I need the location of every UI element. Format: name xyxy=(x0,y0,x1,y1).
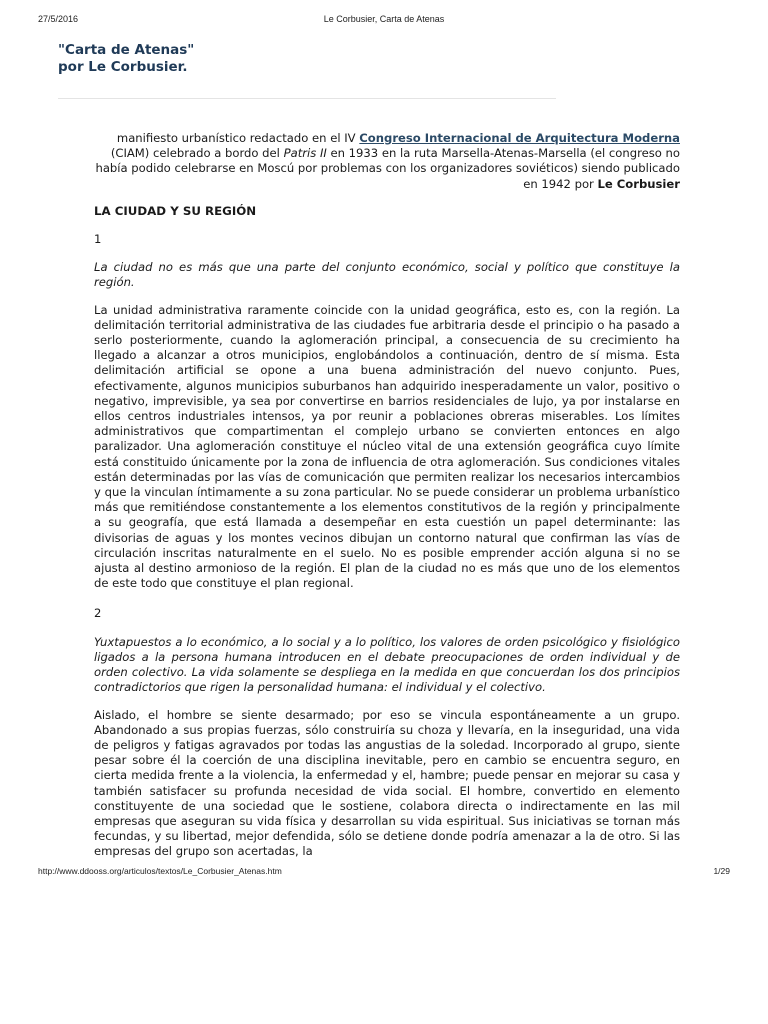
intro-text: manifiesto urbanístico redactado en el IV xyxy=(116,131,360,145)
point-paragraph: La unidad administrativa raramente coincide con la unidad geográfica, esto es, con la región. La delimitación territorial administrativa de las ciudades fue arbitraria desde el principio o ha pasado a serlo posteriormente, cuando la aglomeración principal, a consecuencia de su crecimiento ha llegado a alcanzar a otros municipios, englobándolos a continuación, dentro de sí misma. Esta delimitación artificial se opone a una buena administración del nuevo conjunto. Pues, efectivamente, algunos municipios suburbanos han adquirido inesperadamente un valor, positivo o negativo, imprevisible, ya sea por convertirse en barrios residenciales de lujo, ya por instalarse en ellos centros industriales intensos, ya por reunir a poblaciones obreras miserables. Los límites administrativos que compartimentan el complejo urbano se convierten entonces en algo paralizador. Una aglomeración constituye el núcleo vital de una extensión geográfica cuyo límite está constituido únicamente por la zona de influencia de otra aglomeración. Sus condiciones vitales están determinadas por las vías de comunicación que permiten realizar los necesarios intercambios y que la vinculan íntimamente a su zona particular. No se puede considerar un problema urbanístico más que remitiéndose constantemente a los elementos constitutivos de la región y principalmente a su geografía, que está llamada a desempeñar en esta cuestión un papel determinante: las divisorias de aguas y los montes vecinos dibujan un contorno natural que confirman las vías de circulación inscritas naturalmente en el suelo. No es posible emprender acción alguna si no se ajusta al destino armonioso de la región. El plan de la ciudad no es más que uno de los elementos de este todo que constituye el plan regional. xyxy=(94,302,680,591)
title-line: "Carta de Atenas" xyxy=(58,42,195,58)
point-number: 1 xyxy=(94,232,102,247)
ciam-link[interactable]: Congreso Internacional de Arquitectura Moderna xyxy=(359,131,680,145)
point-paragraph: Aislado, el hombre se siente desarmado; por eso se vincula espontáneamente a un grupo. Abandonado a sus propias fuerzas, sólo construiría su choza y llevaría, en la inseguridad, una vida de peligros y fatigas agravados por todas las angustias de la soledad. Incorporado al grupo, siente pesar sobre él la coerción de una disciplina inevitable, pero en cambio se encuentra seguro, en cierta medida frente a la violencia, la enfermedad y el, hambre; puede pensar en mejorar su casa y también satisfacer su profunda necesidad de vida social. El hombre, convertido en elemento constituyente de una sociedad que le sostiene, colabora directa o indirectamente en las mil empresas que aseguran su vida física y desarrollan su vida espiritual. Sus iniciativas se tornan más fecundas, y su libertad, mejor defendida, sólo se detiene donde podría amenazar a la de otro. Si las empresas del grupo son acertadas, la xyxy=(94,707,680,859)
intro-paragraph xyxy=(94,131,680,192)
point-thesis: Yuxtapuestos a lo económico, a lo social y a lo político, los valores de orden psicológico y fisiológico ligados a la persona humana introducen en el debate preocupaciones de orden individual y de orden colectivo. La vida solamente se despliega en la medida en que concuerdan los dos principios contradictorios que rigen la personalidad humana: el individual y el colectivo. xyxy=(94,634,680,695)
intro-text: (CIAM) celebrado a bordo del xyxy=(110,146,284,161)
point-thesis: La ciudad no es más que una parte del conjunto económico, social y político que constituye la región. xyxy=(94,260,680,290)
article-body xyxy=(94,131,680,875)
print-footer xyxy=(38,866,730,880)
divider xyxy=(58,98,556,99)
intro-text: en 1933 en la ruta Marsella-Atenas-Marsella (el congreso no había podido celebrarse en Moscú por problemas con los organizadores soviéticos) siendo publicado en 1942 por xyxy=(95,146,680,191)
page-url: http://www.ddooss.org/articulos/textos/Le_Corbusier_Atenas.htm xyxy=(38,866,282,876)
author-name: Le Corbusier xyxy=(597,176,680,191)
section-title: LA CIUDAD Y SU REGIÓN xyxy=(94,203,257,218)
print-title: Le Corbusier, Carta de Atenas xyxy=(323,14,445,24)
print-header xyxy=(38,14,730,28)
point-number: 2 xyxy=(94,606,102,621)
ship-name: Patris II xyxy=(283,146,327,161)
page-title xyxy=(58,42,194,76)
print-date: 27/5/2016 xyxy=(38,14,79,24)
page-number: 1/29 xyxy=(713,866,730,876)
author-line: por Le Corbusier. xyxy=(58,59,188,75)
